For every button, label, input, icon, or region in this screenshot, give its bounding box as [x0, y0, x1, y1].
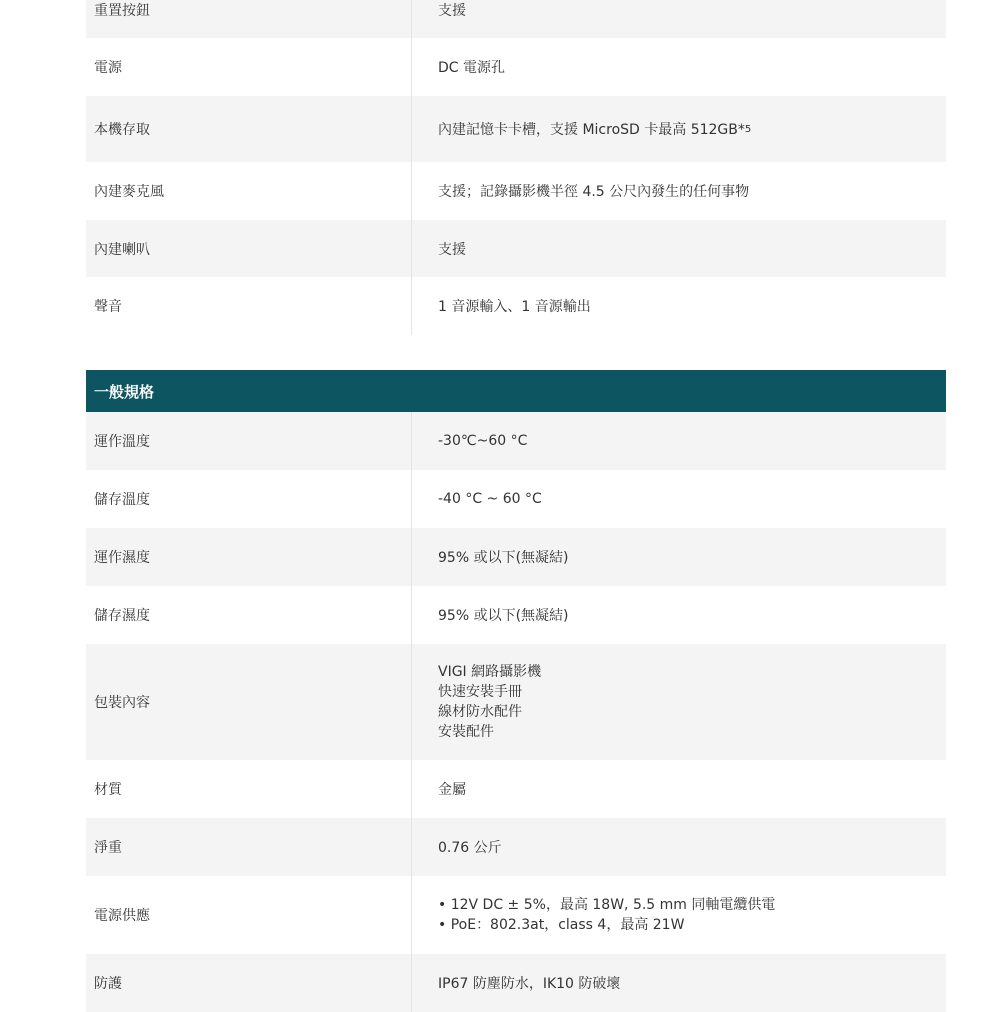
table-row — [86, 644, 946, 760]
table-row — [86, 162, 946, 220]
table-row — [86, 954, 946, 1012]
table-row — [86, 876, 946, 954]
row-value: IP67 防塵防水，IK10 防破壞 — [438, 976, 621, 992]
package-item: VIGI 網路攝影機 — [438, 664, 542, 680]
row-label: 電源供應 — [86, 876, 412, 954]
row-label: 淨重 — [86, 818, 412, 876]
table-row — [86, 528, 946, 586]
table-row — [86, 96, 946, 162]
row-value: 支援 — [438, 241, 466, 258]
row-value-text: 內建記憶卡卡槽，支援 MicroSD 卡最高 512GB* — [438, 122, 745, 138]
row-label: 本機存取 — [86, 96, 412, 162]
table-row — [86, 38, 946, 96]
row-label: 材質 — [86, 760, 412, 818]
table-row — [86, 470, 946, 528]
row-value: 支援；記錄攝影機半徑 4.5 公尺內發生的任何事物 — [438, 184, 750, 200]
package-item: 線材防水配件 — [438, 704, 522, 720]
row-label: 儲存溫度 — [86, 470, 412, 528]
row-value: 支援 — [438, 2, 466, 19]
row-label: 儲存濕度 — [86, 586, 412, 644]
row-value: 1 音源輸入、1 音源輸出 — [438, 299, 591, 315]
power-spec-line: • PoE：802.3at，class 4，最高 21W — [438, 917, 685, 933]
row-value — [412, 96, 946, 162]
table-row — [86, 277, 946, 335]
spec-table-hardware — [86, 0, 946, 335]
row-label: 運作濕度 — [86, 528, 412, 586]
package-item: 快速安裝手冊 — [438, 684, 522, 700]
row-value: -40 °C ~ 60 °C — [438, 491, 542, 507]
power-spec-line: • 12V DC ± 5%，最高 18W, 5.5 mm 同軸電纜供電 — [438, 897, 776, 913]
row-label: 聲音 — [86, 277, 412, 335]
row-value: 0.76 公斤 — [438, 840, 502, 856]
row-label: 內建喇叭 — [86, 220, 412, 277]
row-label: 包裝內容 — [86, 644, 412, 760]
row-value — [412, 876, 946, 954]
row-label: 重置按鈕 — [86, 0, 412, 38]
row-value — [412, 644, 946, 760]
row-label: 電源 — [86, 38, 412, 96]
row-value: DC 電源孔 — [438, 60, 506, 76]
table-row — [86, 818, 946, 876]
row-value: -30℃~60 °C — [438, 433, 528, 449]
row-label: 運作溫度 — [86, 412, 412, 470]
row-label: 防護 — [86, 954, 412, 1012]
table-row — [86, 220, 946, 277]
table-row — [86, 0, 946, 38]
spec-table-general — [86, 412, 946, 1012]
footnote-marker: 5 — [744, 123, 752, 135]
section-header-general-specs: 一般規格 — [86, 370, 946, 412]
row-value: 95% 或以下(無凝結) — [438, 608, 569, 624]
row-value: 95% 或以下(無凝結) — [438, 550, 569, 566]
table-row — [86, 760, 946, 818]
package-item: 安裝配件 — [438, 724, 494, 740]
row-value: 金屬 — [438, 782, 466, 798]
table-row — [86, 586, 946, 644]
table-row — [86, 412, 946, 470]
row-label: 內建麥克風 — [86, 162, 412, 220]
